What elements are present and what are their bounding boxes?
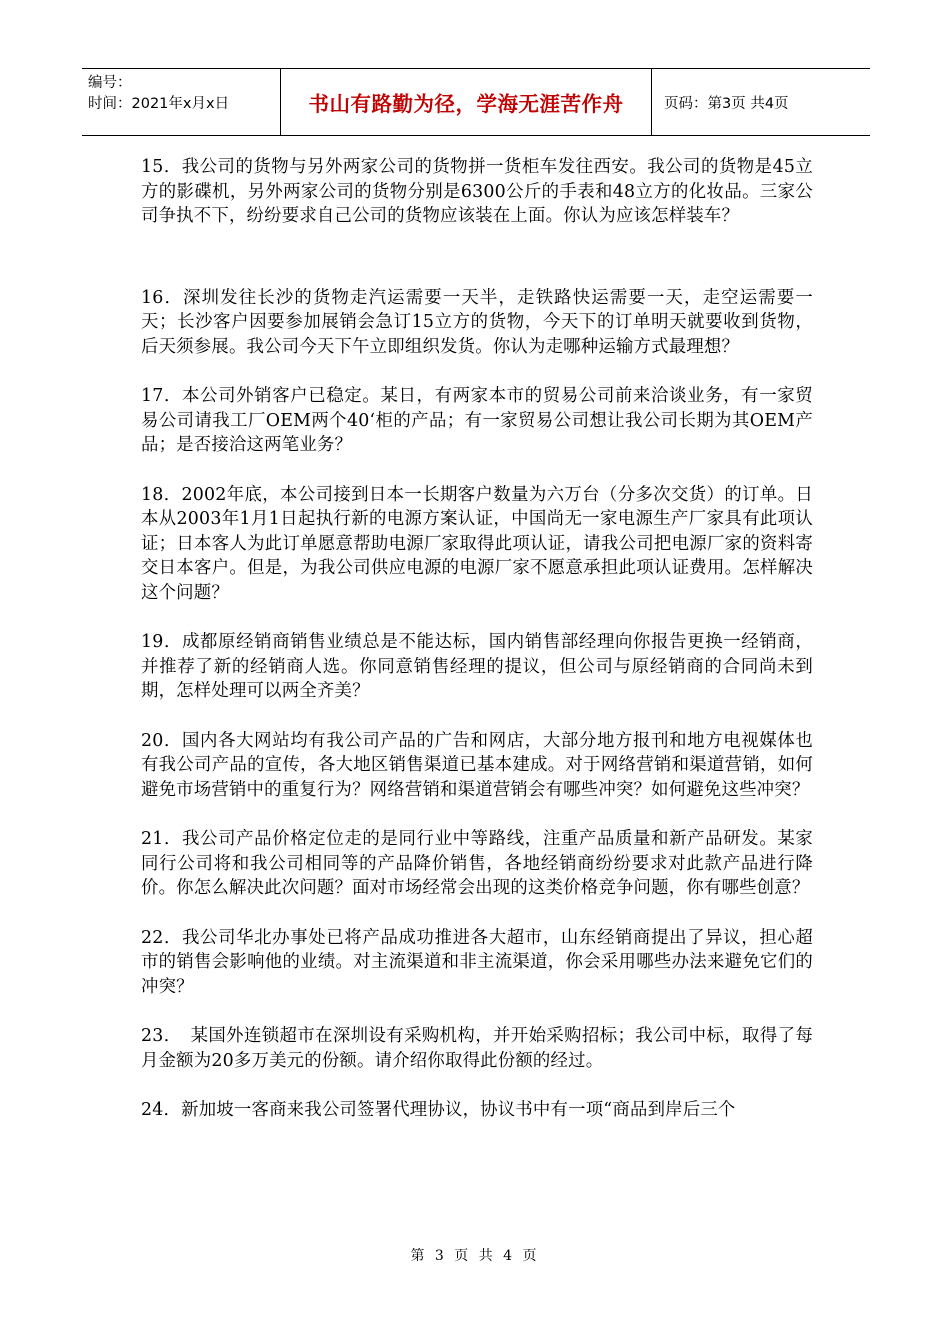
question-17: 17．本公司外销客户已稳定。某日，有两家本市的贸易公司前来洽谈业务，有一家贸易公司请我工厂OEM两个40‘柜的产品；有一家贸易公司想让我公司长期为其OEM产品；是否接洽这两笔业务？ (141, 386, 813, 455)
question-15: 15．我公司的货物与另外两家公司的货物拼一货柜车发往西安。我公司的货物是45立方的影碟机，另外两家公司的货物分别是6300公斤的手表和48立方的化妆品。三家公司争执不下，纷纷要求自己公司的货物应该装在上面。你认为应该怎样装车？ (141, 157, 813, 226)
header-motto: 书山有路勤为径，学海无涯苦作舟 (281, 69, 652, 135)
question-19: 19．成都原经销商销售业绩总是不能达标，国内销售部经理向你报告更换一经销商，并推荐了新的经销商人选。你同意销售经理的提议，但公司与原经销商的合同尚未到期，怎样处理可以两全齐美？ (141, 632, 813, 701)
page-header (82, 68, 870, 136)
question-21: 21．我公司产品价格定位走的是同行业中等路线，注重产品质量和新产品研发。某家同行公司将和我公司相同等的产品降价销售，各地经销商纷纷要求对此款产品进行降价。你怎么解决此次问题？面对市场经常会出现的这类价格竞争问题，你有哪些创意？ (141, 829, 813, 898)
document-date: 时间：2021年x月x日 (88, 96, 230, 112)
header-meta (82, 69, 281, 135)
question-22: 22．我公司华北办事处已将产品成功推进各大超市，山东经销商提出了异议，担心超市的销售会影响他的业绩。对主流渠道和非主流渠道，你会采用哪些办法来避免它们的冲突？ (141, 927, 813, 997)
document-body (141, 155, 813, 1148)
question-20: 20．国内各大网站均有我公司产品的广告和网店，大部分地方报刊和地方电视媒体也有我公司产品的宣传，各大地区销售渠道已基本建成。对于网络营销和渠道营销，如何避免市场营销中的重复行为？网络营销和渠道营销会有哪些冲突？如何避免这些冲突？ (141, 730, 813, 800)
document-number-label: 编号： (88, 75, 132, 91)
header-page-info: 页码：第3页 共4页 (664, 95, 789, 112)
question-18: 18．2002年底，本公司接到日本一长期客户数量为六万台（分多次交货）的订单。日本从2003年1月1日起执行新的电源方案认证，中国尚无一家电源生产厂家具有此项认证；日本客人为此订单愿意帮助电源厂家取得此项认证，请我公司把电源厂家的资料寄交日本客户。但是，为我公司供应电源的电源厂家不愿意承担此项认证费用。怎样解决这个问题？ (141, 484, 813, 603)
page-footer: 第 3 页 共 4 页 (410, 1248, 540, 1264)
question-23: 23． 某国外连锁超市在深圳设有采购机构，并开始采购招标；我公司中标，取得了每月金额为20多万美元的份额。请介绍你取得此份额的经过。 (141, 1026, 813, 1071)
question-16: 16．深圳发往长沙的货物走汽运需要一天半，走铁路快运需要一天，走空运需要一天；长沙客户因要参加展销会急订15立方的货物，今天下的订单明天就要收到货物，后天须参展。我公司今天下午立即组织发货。你认为走哪种运输方式最理想？ (141, 287, 813, 357)
question-24: 24．新加坡一客商来我公司签署代理协议，协议书中有一项“商品到岸后三个 (141, 1100, 736, 1120)
